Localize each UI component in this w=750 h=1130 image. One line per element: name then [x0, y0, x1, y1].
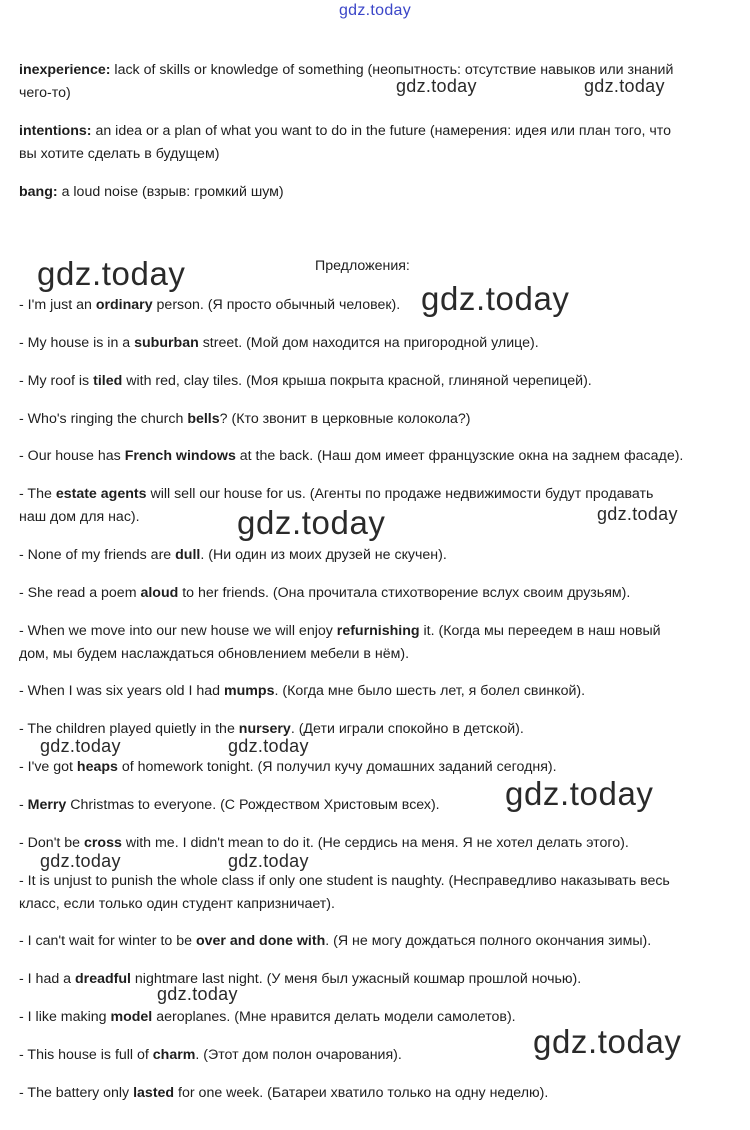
- definition-intentions-cont: вы хотите сделать в будущем): [19, 146, 220, 162]
- definition-term: inexperience:: [19, 62, 111, 78]
- vocab-word: bells: [187, 411, 220, 427]
- sentence-text: . (Этот дом полон очарования).: [195, 1047, 402, 1063]
- sentence-3: [19, 371, 592, 391]
- sentence-text: - I like making: [19, 1009, 111, 1025]
- sentence-text: - The battery only: [19, 1085, 134, 1101]
- sentence-text: - None of my friends are: [19, 547, 176, 563]
- sentence-6-cont: наш дом для нас).: [19, 509, 140, 525]
- sentence-text: for one week. (Батареи хватило только на одну неделю).: [174, 1085, 549, 1101]
- vocab-word: heaps: [76, 759, 118, 775]
- sentence-6: [19, 484, 653, 504]
- sentence-text: - She read a poem: [19, 585, 141, 601]
- vocab-word: charm: [152, 1047, 196, 1063]
- watermark: gdz.today: [597, 504, 678, 524]
- sentence-text: with me. I didn't mean to do it. (Не сердись на меня. Я не хотел делать этого).: [121, 835, 629, 851]
- watermark: gdz.today: [505, 775, 654, 812]
- sentence-8: [19, 583, 630, 603]
- watermark: gdz.today: [584, 76, 665, 96]
- definition-text: an idea or a plan of what you want to do in the future (намерения: идея или план того, что: [91, 123, 671, 139]
- sentence-text: street. (Мой дом находится на пригородной улице).: [198, 335, 539, 351]
- sentence-text: - I've got: [19, 759, 77, 775]
- watermark: gdz.today: [396, 76, 477, 96]
- sentence-text: -: [19, 797, 28, 813]
- sentence-text: . (Когда мне было шесть лет, я болел свинкой).: [274, 683, 586, 699]
- sentence-7: [19, 545, 447, 565]
- definition-text: a loud noise (взрыв: громкий шум): [57, 184, 284, 200]
- sentence-15: [19, 871, 670, 891]
- vocab-word: suburban: [134, 335, 199, 351]
- watermark: gdz.today: [40, 851, 121, 871]
- sentence-18: [19, 1007, 516, 1027]
- definition-term: bang:: [19, 184, 58, 200]
- sentence-4: [19, 409, 471, 429]
- sentence-13: [19, 795, 440, 815]
- watermark: gdz.today: [157, 984, 238, 1004]
- sentence-text: - The: [19, 486, 56, 502]
- vocab-word: nursery: [238, 721, 291, 737]
- definition-bang: [19, 182, 284, 202]
- vocab-word: French windows: [124, 448, 236, 464]
- sentence-text: Christmas to everyone. (С Рождеством Христовым всех).: [66, 797, 440, 813]
- sentence-text: ? (Кто звонит в церковные колокола?): [219, 411, 471, 427]
- vocab-word: estate agents: [55, 486, 147, 502]
- sentence-text: - It is unjust to punish the whole class if only one student is naughty. (Несправедливо наказывать весь: [19, 873, 670, 889]
- sentence-text: - My roof is: [19, 373, 94, 389]
- sentence-19: [19, 1045, 402, 1065]
- vocab-word: model: [110, 1009, 153, 1025]
- vocab-word: cross: [84, 835, 122, 851]
- sentence-9-cont: дом, мы будем наслаждаться обновлением мебели в нём).: [19, 646, 410, 662]
- sentence-text: . (Я не могу дождаться полного окончания зимы).: [325, 933, 652, 949]
- vocab-word: mumps: [224, 683, 275, 699]
- sentence-text: - This house is full of: [19, 1047, 153, 1063]
- sentence-text: to her friends. (Она прочитала стихотворение вслух своим друзьям).: [178, 585, 631, 601]
- sentence-17: [19, 969, 581, 989]
- definition-text: lack of skills or knowledge of something (неопытность: отсутствие навыков или знаний: [110, 62, 674, 78]
- sentence-text: . (Ни один из моих друзей не скучен).: [200, 547, 447, 563]
- sentence-text: - I'm just an: [19, 297, 96, 313]
- sentence-20: [19, 1083, 548, 1103]
- sentence-text: nightmare last night. (У меня был ужасный кошмар прошлой ночью).: [130, 971, 582, 987]
- definition-inexperience: [19, 60, 673, 80]
- vocab-word: ordinary: [95, 297, 153, 313]
- sentence-text: aeroplanes. (Мне нравится делать модели самолетов).: [152, 1009, 516, 1025]
- vocab-word: lasted: [133, 1085, 175, 1101]
- sentence-text: - Don't be: [19, 835, 85, 851]
- definition-intentions: [19, 121, 671, 141]
- sentence-text: person. (Я просто обычный человек).: [152, 297, 401, 313]
- sentence-text: . (Дети играли спокойно в детской).: [290, 721, 524, 737]
- sentence-text: - When we move into our new house we will enjoy: [19, 623, 337, 639]
- sentence-14: [19, 833, 629, 853]
- vocab-word: Merry: [27, 797, 67, 813]
- sentence-text: - When I was six years old I had: [19, 683, 225, 699]
- definition-term: intentions:: [19, 123, 92, 139]
- sentence-text: - I had a: [19, 971, 75, 987]
- vocab-word: over and done with: [195, 933, 326, 949]
- vocab-word: dreadful: [75, 971, 131, 987]
- header-watermark: gdz.today: [338, 2, 412, 19]
- vocab-word: tiled: [93, 373, 123, 389]
- sentence-text: - Who's ringing the church: [19, 411, 188, 427]
- watermark: gdz.today: [228, 851, 309, 871]
- sentence-text: of homework tonight. (Я получил кучу домашних заданий сегодня).: [117, 759, 557, 775]
- sentence-5: [19, 446, 683, 466]
- sentence-text: it. (Когда мы переедем в наш новый: [419, 623, 661, 639]
- sentences-heading: Предложения:: [315, 258, 410, 274]
- sentence-text: - The children played quietly in the: [19, 721, 239, 737]
- sentence-2: [19, 333, 539, 353]
- watermark: gdz.today: [533, 1023, 682, 1060]
- sentence-text: - My house is in a: [19, 335, 135, 351]
- sentence-9: [19, 621, 661, 641]
- vocab-word: aloud: [140, 585, 179, 601]
- watermark: gdz.today: [237, 504, 386, 541]
- watermark: gdz.today: [421, 280, 570, 317]
- vocab-word: dull: [175, 547, 201, 563]
- sentence-10: [19, 681, 585, 701]
- sentence-text: with red, clay tiles. (Моя крыша покрыта красной, глиняной черепицей).: [122, 373, 592, 389]
- sentence-text: at the back. (Наш дом имеет французские окна на заднем фасаде).: [235, 448, 684, 464]
- watermark: gdz.today: [40, 736, 121, 756]
- sentence-16: [19, 931, 651, 951]
- definition-inexperience-cont: чего-то): [19, 85, 71, 101]
- sentence-15-cont: класс, если только один студент капризничает).: [19, 896, 335, 912]
- watermark: gdz.today: [228, 736, 309, 756]
- watermark: gdz.today: [37, 255, 186, 292]
- sentence-1: [19, 295, 400, 315]
- sentence-text: - Our house has: [19, 448, 125, 464]
- sentence-text: - I can't wait for winter to be: [19, 933, 196, 949]
- vocab-word: refurnishing: [336, 623, 420, 639]
- sentence-text: will sell our house for us. (Агенты по продаже недвижимости будут продавать: [146, 486, 654, 502]
- sentence-12: [19, 757, 557, 777]
